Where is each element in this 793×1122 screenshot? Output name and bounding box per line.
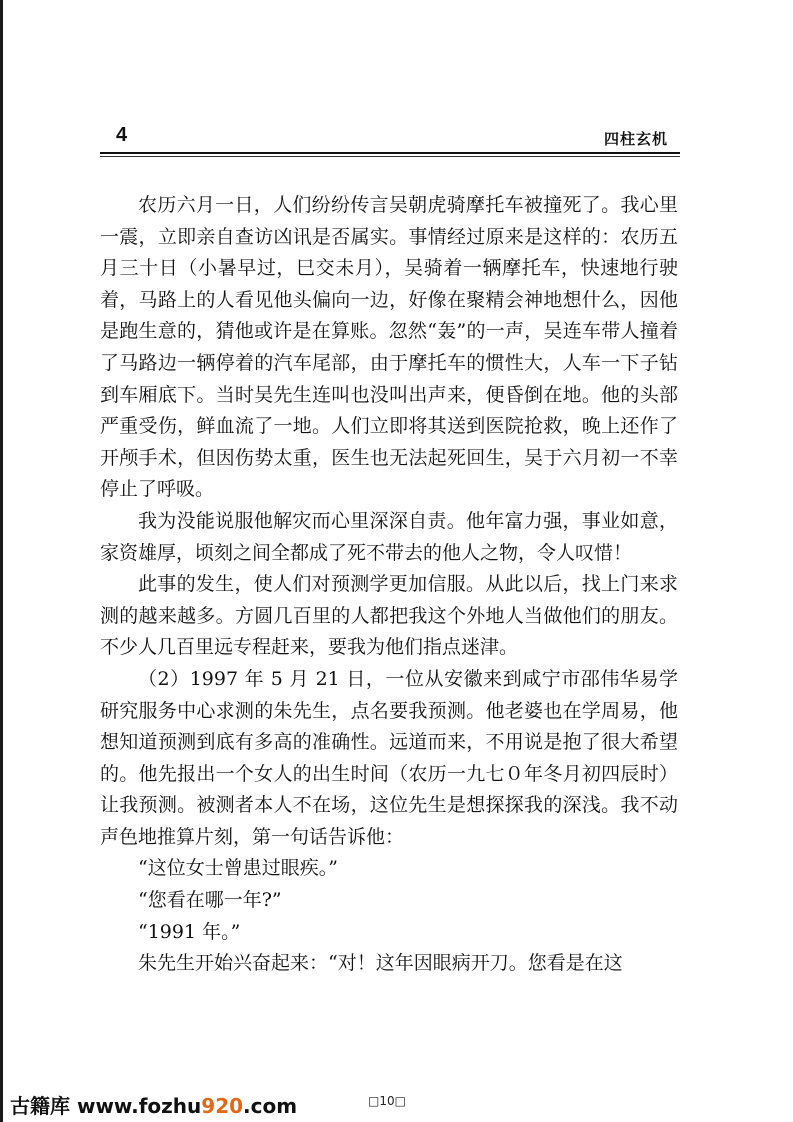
dialogue-line: “您看在哪一年?” xyxy=(138,889,282,912)
watermark-site xyxy=(10,1090,297,1119)
site-url-accent: 920 xyxy=(201,1094,244,1118)
paragraph-regret: 我为没能说服他解灾而心里深深自责。他年富力强，事业如意，家资雄厚，顷刻之间全都成了死不带去的他人之物，令人叹惜！ xyxy=(100,509,678,564)
paragraph-accident: 农历六月一日，人们纷纷传言吴朝虎骑摩托车被撞死了。我心里一震，立即亲自查访凶讯是否属实。事情经过原来是这样的：农历五月三十日（小暑早过，巳交未月），吴骑着一辆摩托车，快速地行驶着，马路上的人看见他头偏向一边，好像在聚精会神地想什么，因他是跑生意的，猜他或许是在算账。忽然“轰”的一声，吴连车带人撞着了马路边一辆停着的汽车尾部，由于摩托车的惯性大，人车一下子钻到车厢底下。当时吴先生连叫也没叫出声来，便昏倒在地。他的头部严重受伤，鲜血流了一地。人们立即将其送到医院抢救，晚上还作了开颅手术，但因伤势太重，医生也无法起死回生，吴于六月初一不幸停止了呼吸。 xyxy=(100,194,678,501)
book-title: 四柱玄机 xyxy=(603,130,668,148)
dialogue-line: “这位女士曾患过眼疾。” xyxy=(138,857,338,880)
footer-page-marker: □10□ xyxy=(368,1094,406,1108)
paragraph-case-two: （2）1997 年 5 月 21 日，一位从安徽来到咸宁市邵伟华易学研究服务中心求测的朱先生，点名要我预测。他老婆也在学周易，他想知道预测到底有多高的准确性。远道而来，不用说是抱了很大希望的。他先报出一个女人的出生时间（农历一九七０年冬月初四辰时）让我预测。被测者本人不在场，这位先生是想探探我的深浅。我不动声色地推算片刻，第一句话告诉他： xyxy=(100,667,678,848)
header-rule xyxy=(100,152,680,154)
page-number: 4 xyxy=(116,124,128,146)
site-label: 古籍库 xyxy=(10,1094,70,1118)
paragraph-reputation: 此事的发生，使人们对预测学更加信服。从此以后，找上门来求测的越来越多。方圆几百里的人都把我这个外地人当做他们的朋友。不少人几百里远专程赶来，要我为他们指点迷津。 xyxy=(100,573,678,659)
site-url-prefix: www.fozhu xyxy=(76,1094,202,1118)
dialogue-line: “1991 年。” xyxy=(138,920,241,943)
page-footer xyxy=(0,1080,793,1122)
body-text xyxy=(100,190,678,980)
paragraph-closing: 朱先生开始兴奋起来：“对！这年因眼病开刀。您看是在这 xyxy=(138,952,623,975)
site-url-suffix: .com xyxy=(243,1094,298,1118)
page-left-edge xyxy=(0,0,3,1122)
header-rule-thin xyxy=(100,156,680,157)
